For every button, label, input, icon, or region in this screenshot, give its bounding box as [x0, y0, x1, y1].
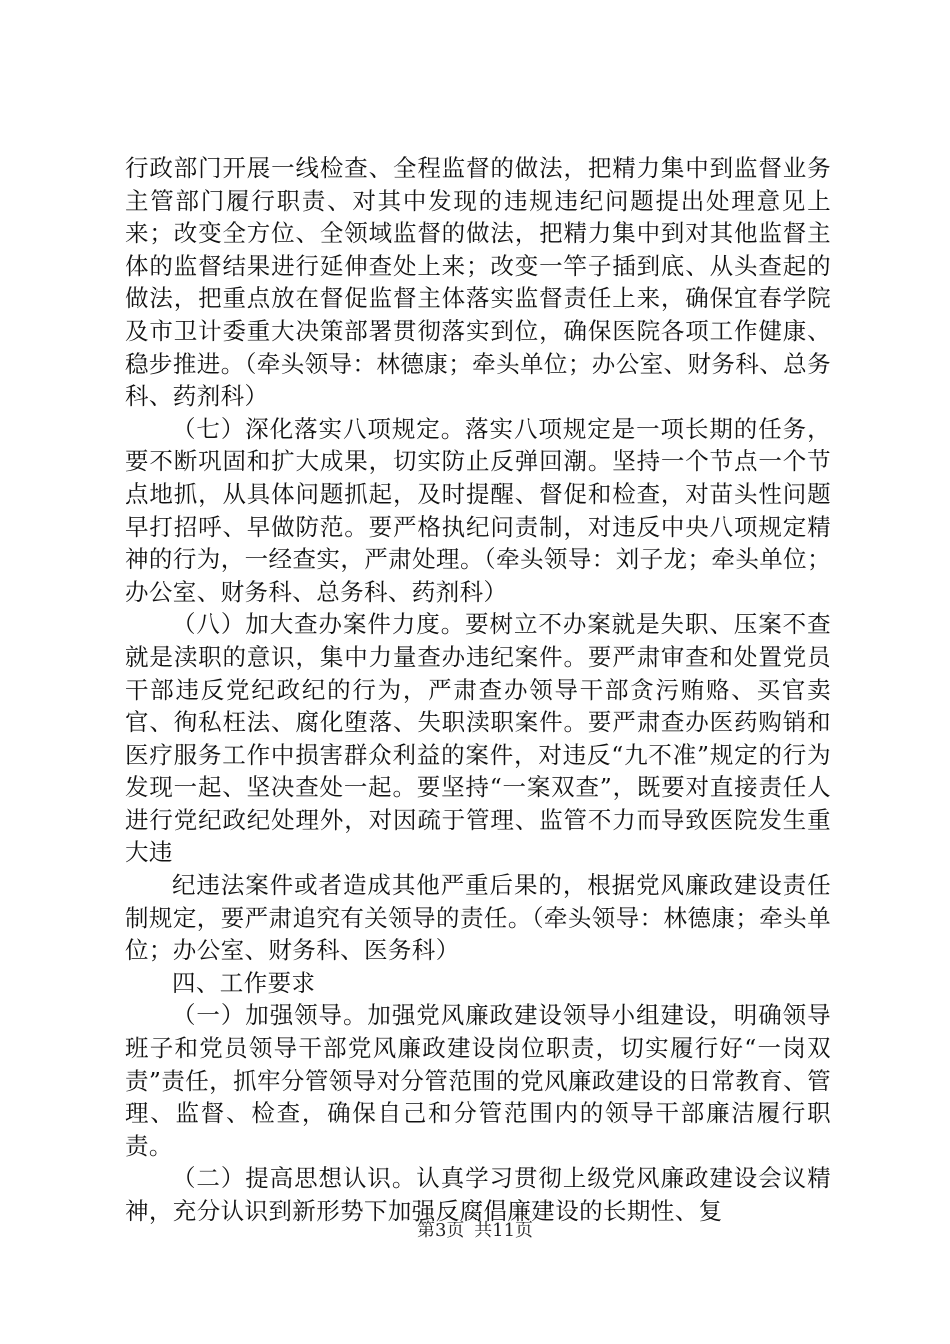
page-total: 共11页 [474, 1220, 534, 1241]
paragraph-requirement-2: （二）提高思想认识。认真学习贯彻上级党风廉政建设会议精神，充分认识到新形势下加强反腐倡廉建设的长期性、复 [125, 1164, 831, 1225]
paragraph-requirement-1: （一）加强领导。加强党风廉政建设领导小组建设，明确领导班子和党员领导干部党风廉政建设岗位职责，切实履行好“一岗双责”责任，抓牢分管领导对分管范围的党风廉政建设的日常教育、管理、监督、检查，确保自己和分管范围内的领导干部廉洁履行职责。 [125, 1001, 831, 1160]
page-number: 第3页 [416, 1220, 465, 1241]
paragraph-section-8-continued: 纪违法案件或者造成其他严重后果的，根据党风廉政建设责任制规定，要严肃追究有关领导的责任。（牵头领导：林德康；牵头单位；办公室、财务科、医务科） [125, 871, 831, 965]
paragraph-section-7: （七）深化落实八项规定。落实八项规定是一项长期的任务，要不断巩固和扩大成果，切实防止反弹回潮。坚持一个节点一个节点地抓，从具体问题抓起，及时提醒、督促和检查，对苗头性问题早打招呼、早做防范。要严格执纪问责制，对违反中央八项规定精神的行为，一经查实，严肃处理。（牵头领导：刘子龙；牵头单位；办公室、财务科、总务科、药剂科） [125, 414, 831, 606]
body-text [125, 152, 831, 1228]
section-heading-work-requirements: 四、工作要求 [172, 968, 316, 997]
paragraph-section-8: （八）加大查办案件力度。要树立不办案就是失职、压案不查就是渎职的意识，集中力量查办违纪案件。要严肃审查和处置党员干部违反党纪政纪的行为，严肃查办领导干部贪污贿赂、买官卖官、徇私枉法、腐化堕落、失职渎职案件。要严肃查办医药购销和医疗服务工作中损害群众利益的案件，对违反“九不准”规定的行为发现一起、坚决查处一起。要坚持“一案双查”，既要对直接责任人进行党纪政纪处理外，对因疏于管理、监管不力而导致医院发生重大违 [125, 610, 831, 867]
paragraph-continuation: 行政部门开展一线检查、全程监督的做法，把精力集中到监督业务主管部门履行职责、对其中发现的违规违纪问题提出处理意见上来；改变全方位、全领域监督的做法，把精力集中到对其他监督主体的监督结果进行延伸查处上来；改变一竿子插到底、从头查起的做法，把重点放在督促监督主体落实监督责任上来，确保宜春学院及市卫计委重大决策部署贯彻落实到位，确保医院各项工作健康、稳步推进。（牵头领导：林德康；牵头单位；办公室、财务科、总务科、药剂科） [125, 154, 831, 411]
page-footer [0, 1219, 950, 1243]
